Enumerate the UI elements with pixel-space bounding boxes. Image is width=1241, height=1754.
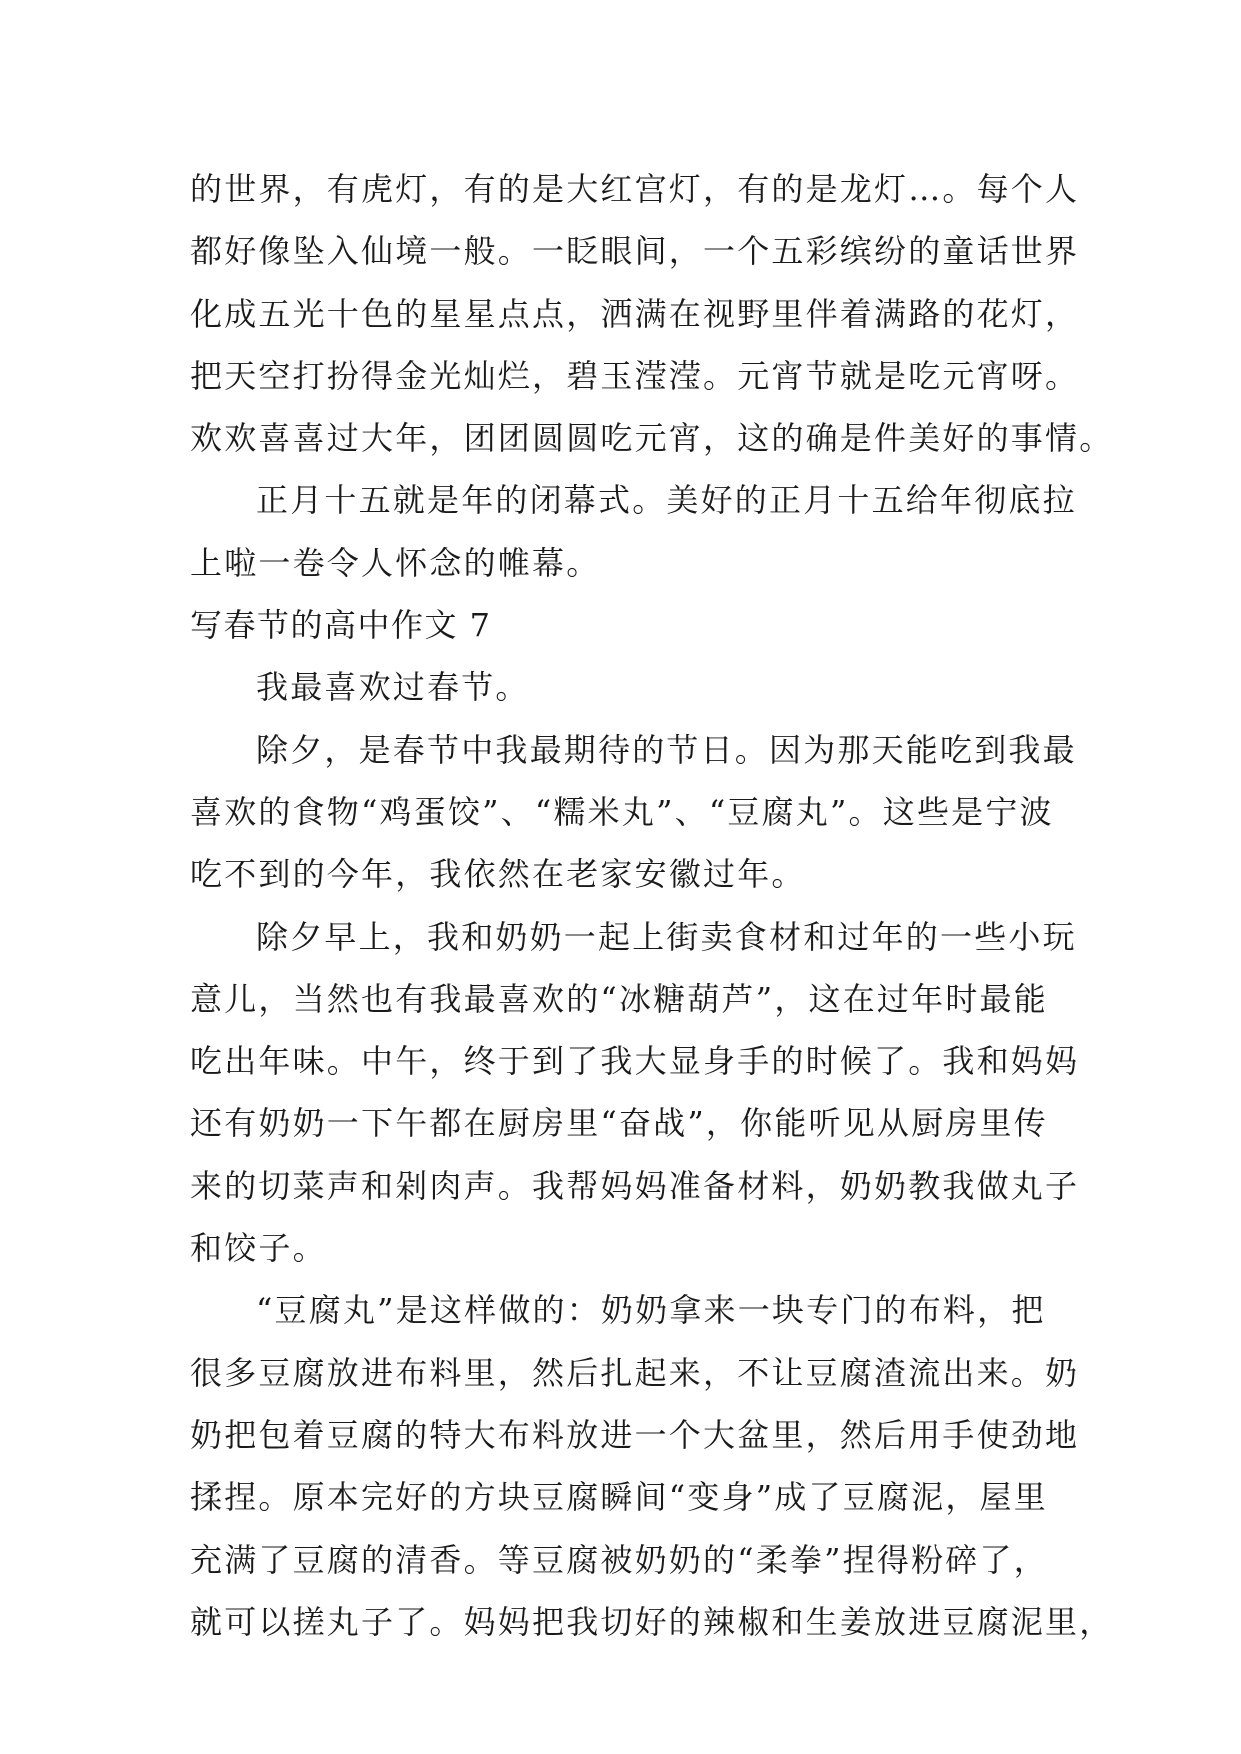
text-line: 吃出年味。中午，终于到了我大显身手的时候了。我和妈妈 xyxy=(190,1042,1080,1081)
text-line: 上啦一卷令人怀念的帷幕。 xyxy=(190,543,601,582)
text-line: 除夕，是春节中我最期待的节日。因为那天能吃到我最 xyxy=(256,730,1077,769)
text-line: 除夕早上，我和奶奶一起上街卖食材和过年的一些小玩 xyxy=(256,917,1077,956)
text-line: “豆腐丸”是这样做的：奶奶拿来一块专门的布料，把 xyxy=(256,1291,1046,1330)
text-line: 很多豆腐放进布料里，然后扎起来，不让豆腐渣流出来。奶 xyxy=(190,1353,1080,1392)
text-line: 充满了豆腐的清香。等豆腐被奶奶的“柔拳”捏得粉碎了， xyxy=(190,1540,1048,1579)
text-line: 喜欢的食物“鸡蛋饺”、“糯米丸”、“豆腐丸”。这些是宁波 xyxy=(190,792,1054,831)
text-line: 还有奶奶一下午都在厨房里“奋战”，你能听见从厨房里传 xyxy=(190,1104,1048,1143)
text-line: 吃不到的今年，我依然在老家安徽过年。 xyxy=(190,855,806,894)
text-line: 把天空打扮得金光灿烂，碧玉滢滢。元宵节就是吃元宵呀。 xyxy=(190,356,1080,395)
text-line: 来的切菜声和剁肉声。我帮妈妈准备材料，奶奶教我做丸子 xyxy=(190,1166,1080,1205)
text-line: 奶把包着豆腐的特大布料放进一个大盆里，然后用手使劲地 xyxy=(190,1415,1080,1454)
text-line: 化成五光十色的星星点点，洒满在视野里伴着满路的花灯， xyxy=(190,294,1080,333)
text-line: 欢欢喜喜过大年，团团圆圆吃元宵，这的确是件美好的事情。 xyxy=(190,419,1114,458)
section-heading: 写春节的高中作文 7 xyxy=(190,606,492,645)
text-line: 就可以搓丸子了。妈妈把我切好的辣椒和生姜放进豆腐泥里， xyxy=(190,1602,1114,1641)
text-line: 意儿，当然也有我最喜欢的“冰糖葫芦”，这在过年时最能 xyxy=(190,979,1048,1018)
text-line: 正月十五就是年的闭幕式。美好的正月十五给年彻底拉 xyxy=(256,481,1077,520)
text-line: 的世界，有虎灯，有的是大红宫灯，有的是龙灯…。每个人 xyxy=(190,170,1080,208)
document-body xyxy=(190,158,1114,1653)
text-line: 揉捏。原本完好的方块豆腐瞬间“变身”成了豆腐泥，屋里 xyxy=(190,1478,1048,1517)
text-line: 和饺子。 xyxy=(190,1229,327,1268)
text-line: 我最喜欢过春节。 xyxy=(256,668,530,707)
text-line: 都好像坠入仙境一般。一眨眼间，一个五彩缤纷的童话世界 xyxy=(190,232,1080,271)
